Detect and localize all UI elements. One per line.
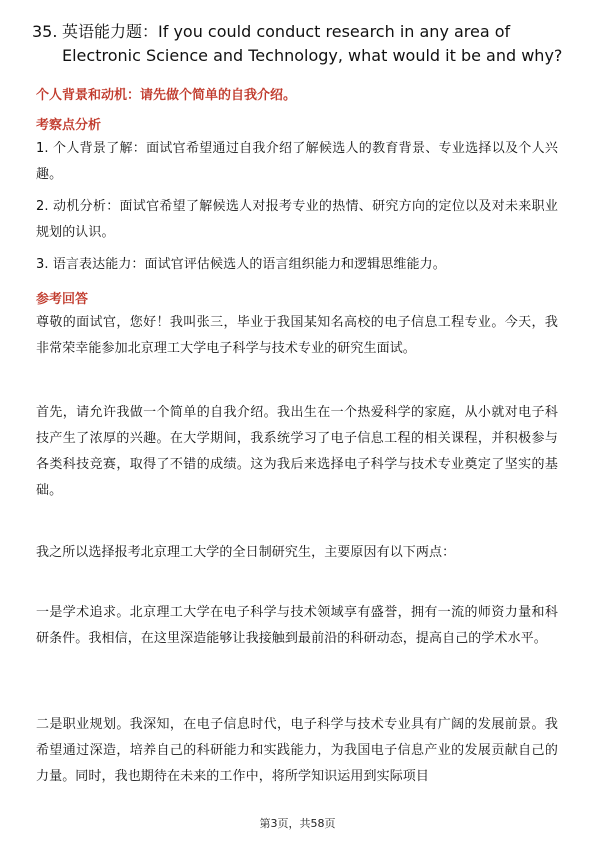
answer-paragraph-4: 一是学术追求。北京理工大学在电子科学与技术领域享有盛誉，拥有一流的师资力量和科研条件。我相信，在这里深造能够让我接触到最前沿的科研动态，提高自己的学术水平。 — [36, 605, 558, 646]
analysis-item-3: 3. 语言表达能力：面试官评估候选人的语言组织能力和逻辑思维能力。 — [36, 257, 446, 272]
subheading: 个人背景和动机：请先做个简单的自我介绍。 — [36, 88, 297, 103]
analysis-heading: 考察点分析 — [36, 118, 102, 133]
answer-paragraph-3: 我之所以选择报考北京理工大学的全日制研究生，主要原因有以下两点： — [36, 545, 456, 560]
analysis-item-2: 2. 动机分析：面试官希望了解候选人对报考专业的热情、研究方向的定位以及对未来职业规划的认识。 — [36, 199, 558, 240]
page-footer: 第3页，共58页 — [259, 817, 336, 830]
answer-paragraph-5: 二是职业规划。我深知，在电子信息时代，电子科学与技术专业具有广阔的发展前景。我希望通过深造，培养自己的科研能力和实践能力，为我国电子信息产业的发展贡献自己的力量。同时，我也期待在未来的工作中，将所学知识运用到实际项目 — [36, 717, 558, 784]
question-number: 35. — [32, 22, 58, 41]
answer-paragraph-1: 尊敬的面试官，您好！我叫张三，毕业于我国某知名高校的电子信息工程专业。今天，我非常荣幸能参加北京理工大学电子科学与技术专业的研究生面试。 — [36, 315, 558, 356]
answer-paragraph-2: 首先，请允许我做一个简单的自我介绍。我出生在一个热爱科学的家庭，从小就对电子科技产生了浓厚的兴趣。在大学期间，我系统学习了电子信息工程的相关课程，并积极参与各类科技竞赛，取得了不错的成绩。这为我后来选择电子科学与技术专业奠定了坚实的基础。 — [36, 405, 558, 498]
analysis-item-1: 1. 个人背景了解：面试官希望通过自我介绍了解候选人的教育背景、专业选择以及个人兴趣。 — [36, 141, 558, 182]
answer-heading: 参考回答 — [36, 292, 89, 307]
question-text: 英语能力题：If you could conduct research in any area of Electronic Science and Technology, what would it be and why? — [62, 22, 563, 65]
question-title — [32, 20, 572, 68]
